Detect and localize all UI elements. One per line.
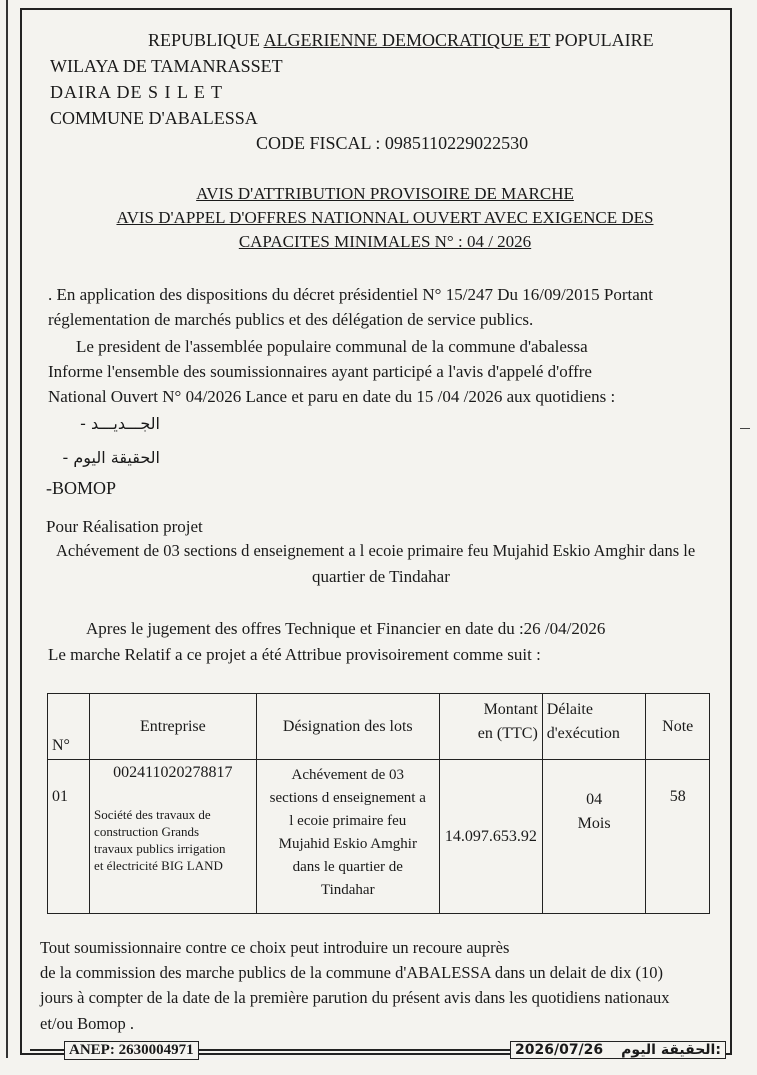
cell-note: 58	[646, 760, 710, 914]
entreprise-nif: 002411020278817	[113, 764, 233, 781]
closing-line-4: et/ou Bomop .	[40, 1014, 134, 1033]
header-delai-line-1: Délaite	[546, 701, 593, 718]
republic-header	[148, 30, 654, 51]
paragraph-decree-line-1: . En application des dispositions du décret présidentiel N° 15/247 Du 16/09/2015 Portant	[48, 285, 654, 304]
project-description-line-2: quartier de Tindahar	[312, 567, 450, 586]
header-note: Note	[646, 694, 710, 760]
project-description-line-1: Achévement de 03 sections d enseignement a l ecoie primaire feu Mujahid Eskio Amghir dans le	[56, 541, 696, 560]
journal-bomop: -BOMOP	[46, 478, 117, 498]
designation-line-1: Achévement de 03	[291, 767, 405, 783]
designation-line-5: dans le quartier de	[292, 859, 403, 875]
title-appel-offres: AVIS D'APPEL D'OFFRES NATIONNAL OUVERT AVEC EXIGENCE DES	[116, 208, 654, 227]
designation-line-6: Tindahar	[320, 882, 375, 898]
entreprise-name-line-3: travaux publics irrigation	[94, 841, 226, 856]
header-delai-line-2: d'exécution	[546, 725, 620, 742]
designation-line-4: Mujahid Eskio Amghir	[278, 836, 417, 852]
cell-delai	[542, 760, 646, 914]
code-fiscal: CODE FISCAL : 0985110229022530	[256, 133, 529, 153]
attribution-table	[47, 693, 710, 914]
paragraph-president-line-2: Informe l'ensemble des soumissionnaires ayant participé a l'avis d'appelé d'offre	[48, 362, 592, 381]
title-capacites: CAPACITES MINIMALES N° : 04 / 2026	[238, 232, 532, 251]
republic-text-1: REPUBLIQUE	[148, 30, 264, 50]
cell-no: 01	[48, 760, 90, 914]
daira-line: DAIRA DE S I L E T	[50, 82, 223, 102]
wilaya-line: WILAYA DE TAMANRASSET	[50, 56, 283, 76]
paragraph-decree-line-2: réglementation de marchés publics et des délégation de service publics.	[48, 310, 534, 329]
journal-reference	[510, 1041, 726, 1059]
closing-line-2: de la commission des marche publics de la commune d'ABALESSA dans un delait de dix (10)	[40, 963, 663, 982]
judgement-line-1: Apres le jugement des offres Technique et Financier en date du :26 /04/2026	[86, 619, 606, 638]
page-left-edge	[0, 0, 8, 1058]
header-montant-line-1: Montant	[483, 701, 538, 718]
header-entreprise: Entreprise	[90, 694, 257, 760]
header-montant	[439, 694, 542, 760]
journal-el-hakika: الحقيقة اليوم -	[62, 448, 160, 467]
entreprise-name-line-4: et électricité BIG LAND	[94, 858, 223, 873]
paragraph-president-line-3: National Ouvert N° 04/2026 Lance et paru en date du 15 /04 /2026 aux quotidiens :	[48, 387, 616, 406]
cell-montant: 14.097.653.92	[439, 760, 542, 914]
anep-reference: ANEP: 2630004971	[64, 1041, 199, 1060]
edge-mark	[740, 428, 750, 429]
journal-date: 2026/07/26	[515, 1042, 604, 1058]
judgement-line-2: Le marche Relatif a ce projet a été Attribue provisoirement comme suit :	[48, 645, 541, 664]
designation-line-3: l ecoie primaire feu	[289, 813, 407, 829]
republic-text-2: ALGERIENNE DEMOCRATIQUE ET	[263, 30, 551, 50]
designation-line-2: sections d enseignement a	[269, 790, 426, 806]
cell-entreprise	[90, 760, 257, 914]
delai-value: 04	[586, 791, 603, 808]
commune-line: COMMUNE D'ABALESSA	[50, 108, 258, 128]
closing-line-3: jours à compter de la date de la première parution du présent avis dans les quotidiens nationaux	[40, 988, 670, 1007]
closing-line-1: Tout soumissionnaire contre ce choix peut introduire un recoure auprès	[40, 938, 510, 957]
republic-text-3: POPULAIRE	[550, 30, 654, 50]
table-header-row	[48, 694, 710, 760]
delai-unit: Mois	[577, 815, 611, 832]
header-delai	[542, 694, 646, 760]
paragraph-president-line-1: Le president de l'assemblée populaire communal de la commune d'abalessa	[76, 337, 588, 356]
header-designation: Désignation des lots	[256, 694, 439, 760]
table-row	[48, 760, 710, 914]
entreprise-name-line-1: Société des travaux de	[94, 807, 211, 822]
cell-designation	[256, 760, 439, 914]
project-label: Pour Réalisation projet	[46, 517, 203, 536]
header-montant-line-2: en (TTC)	[477, 725, 538, 742]
journal-el-djadid: الجـــديـــد -	[80, 414, 160, 433]
header-no: N°	[48, 694, 90, 760]
entreprise-name-line-2: construction Grands	[94, 824, 200, 839]
journal-label: الحقيقة اليوم:	[621, 1042, 721, 1058]
title-attribution: AVIS D'ATTRIBUTION PROVISOIRE DE MARCHE	[196, 184, 574, 203]
